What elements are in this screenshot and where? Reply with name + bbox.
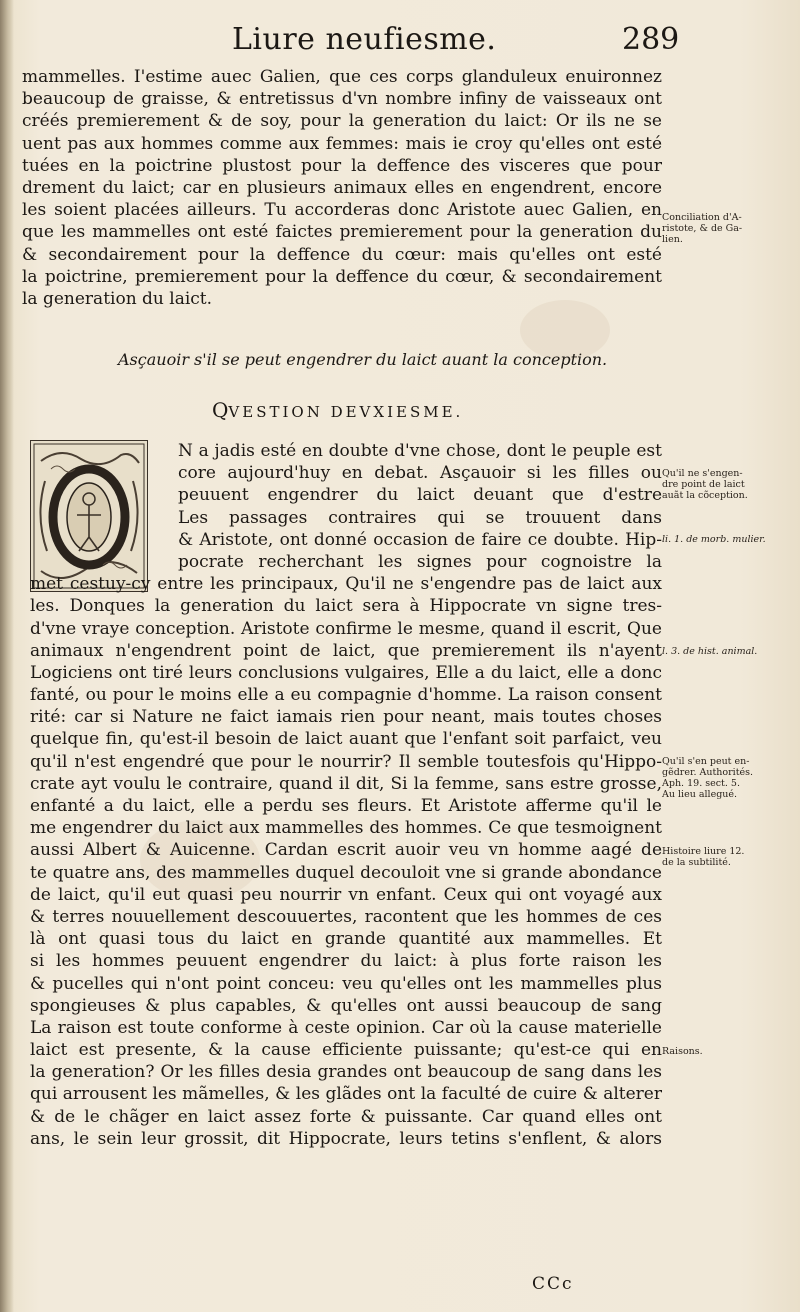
margin-note-line: Aph. 19. sect. 5. bbox=[662, 778, 740, 789]
paragraph-2 bbox=[30, 440, 662, 1150]
text-line: créés premierement & de soy, pour la generation du laict: Or ils ne se bbox=[22, 111, 662, 132]
question-heading-initial: Q bbox=[212, 398, 229, 422]
margin-note-line: Qu'il ne s'engen- bbox=[662, 468, 743, 479]
text-line: & pucelles qui n'ont point conceu: veu qu'elles ont les mammelles plus bbox=[30, 973, 662, 994]
text-line: te quatre ans, des mammelles duquel decouloit vne si grande abondance bbox=[30, 862, 662, 883]
text-line: enfanté a du laict, elle a perdu ses fleurs. Et Aristote afferme qu'il le bbox=[30, 796, 662, 816]
text-line: & secondairement pour la deffence du cœur: mais qu'elles ont esté bbox=[22, 244, 662, 265]
page-gutter-shadow bbox=[0, 0, 14, 1312]
question-heading bbox=[212, 398, 463, 422]
margin-note-line: Au lieu allegué. bbox=[662, 789, 738, 800]
text-line: d'vne vraye conception. Aristote confirme le mesme, quand il escrit, Que bbox=[30, 618, 662, 639]
text-line: mammelles. I'estime auec Galien, que ces corps glanduleux enuironnez bbox=[22, 67, 662, 87]
text-line: là ont quasi tous du laict en grande quantité aux mammelles. Et bbox=[30, 929, 662, 950]
text-line: drement du laict; car en plusieurs animaux elles en engendrent, encore bbox=[22, 177, 662, 198]
running-title: Liure neufiesme. bbox=[232, 22, 497, 57]
text-line: & Aristote, ont donné occasion de faire ce doubte. Hip- bbox=[178, 529, 662, 550]
text-line: rité: car si Nature ne faict iamais rien pour neant, mais toutes choses bbox=[30, 707, 662, 728]
text-line: animaux n'engendrent point de laict, que premierement ils n'ayent bbox=[30, 640, 662, 661]
margin-note-line: auãt la cõception. bbox=[662, 490, 748, 501]
text-line: peuuent engendrer du laict deuant que d'estre bbox=[178, 485, 662, 506]
text-line: & de le chãger en laict assez forte & puissante. Car quand elles ont bbox=[30, 1106, 662, 1127]
text-line: qui arrousent les mãmelles, & les glãdes ont la faculté de cuire & alterer bbox=[30, 1084, 662, 1105]
margin-note-line: Histoire liure 12. bbox=[662, 846, 745, 857]
text-line: & terres nouuellement descouuertes, racontent que les hommes de ces bbox=[30, 906, 662, 927]
text-line: Les passages contraires qui se trouuent dans bbox=[178, 507, 662, 528]
question-heading-rest: VESTION DEVXIESME. bbox=[228, 403, 464, 421]
margin-note-line: ristote, & de Ga- bbox=[662, 223, 743, 234]
text-line: la poictrine, premierement pour la deffence du cœur, & secondairement bbox=[22, 266, 662, 287]
text-line: met cestuy-cy entre les principaux, Qu'il ne s'engendre pas de laict aux bbox=[30, 574, 662, 595]
text-line: de laict, qu'il eut quasi peu nourrir vn enfant. Ceux qui ont voyagé aux bbox=[30, 884, 662, 905]
text-line: tuées en la poictrine plustost pour la deffence des visceres que pour bbox=[22, 155, 662, 176]
margin-note-line: gẽdrer. Authorités. bbox=[662, 767, 754, 778]
text-line: spongieuses & plus capables, & qu'elles ont aussi beaucoup de sang bbox=[30, 995, 662, 1016]
text-line: aussi Albert & Auicenne. Cardan escrit auoir veu vn homme aagé de bbox=[30, 840, 662, 861]
text-line: quelque fin, qu'est-il besoin de laict auant que l'enfant soit parfaict, veu bbox=[30, 729, 662, 750]
text-line: qu'il n'est engendré que pour le nourrir? Il semble toutesfois qu'Hippo- bbox=[30, 751, 662, 772]
margin-note-line: l. 3. de hist. animal. bbox=[662, 646, 758, 657]
text-line: si les hommes peuuent engendrer du laict: à plus forte raison les bbox=[30, 951, 662, 972]
text-line: la generation du laict. bbox=[22, 288, 213, 309]
margin-note-line: li. 1. de morb. mulier. bbox=[662, 534, 766, 545]
text-line: laict est presente, & la cause efficiente puissante; qu'est-ce qui en bbox=[30, 1040, 662, 1061]
text-line: uent pas aux hommes comme aux femmes: mais ie croy qu'elles ont esté bbox=[22, 133, 662, 154]
text-line: que les mammelles ont esté faictes premierement pour la generation du bbox=[22, 222, 662, 243]
margin-note-line: de la subtilité. bbox=[662, 857, 731, 868]
margin-note-subtilite bbox=[662, 846, 794, 868]
text-line: pocrate recherchant les signes pour cognoistre la bbox=[178, 551, 662, 572]
text-line: core aujourd'huy en debat. Asçauoir si les filles ou bbox=[178, 463, 662, 484]
text-line: fanté, ou pour le moins elle a eu compagnie d'homme. La raison consent bbox=[30, 685, 662, 706]
margin-note-hist-animal bbox=[662, 646, 794, 657]
margin-note-line: dre point de laict bbox=[662, 479, 745, 490]
text-line: beaucoup de graisse, & entretissus d'vn nombre infiny de vaisseaux ont bbox=[22, 89, 662, 110]
margin-note-conception bbox=[662, 468, 794, 501]
margin-note-raisons bbox=[662, 1046, 794, 1057]
margin-note-conciliation bbox=[662, 212, 794, 245]
margin-note-line: lien. bbox=[662, 234, 683, 245]
text-line: N a jadis esté en doubte d'vne chose, dont le peuple est bbox=[178, 441, 662, 461]
text-line: crate ayt voulu le contraire, quand il dit, Si la femme, sans estre grosse, bbox=[30, 773, 662, 794]
text-line: Logiciens ont tiré leurs conclusions vulgaires, Elle a du laict, elle a donc bbox=[30, 662, 662, 683]
margin-note-line: Raisons. bbox=[662, 1046, 703, 1057]
text-line: La raison est toute conforme à ceste opinion. Car où la cause materielle bbox=[30, 1017, 662, 1038]
margin-note-authorites bbox=[662, 756, 794, 800]
section-subtitle: Asçauoir s'il se peut engendrer du laict auant la conception. bbox=[118, 350, 608, 369]
text-line: les soient placées ailleurs. Tu accorderas donc Aristote auec Galien, en bbox=[22, 200, 662, 221]
text-line: me engendrer du laict aux mammelles des hommes. Ce que tesmoignent bbox=[30, 818, 662, 839]
margin-note-line: Qu'il s'en peut en- bbox=[662, 756, 750, 767]
catchword: CCc bbox=[532, 1274, 574, 1294]
text-line: la generation? Or les filles desia grandes ont beaucoup de sang dans les bbox=[30, 1062, 662, 1083]
margin-note-morb-mulier bbox=[662, 534, 794, 545]
text-line: les. Donques la generation du laict sera à Hippocrate vn signe tres- bbox=[30, 596, 662, 617]
paragraph-1 bbox=[22, 66, 662, 310]
page-number: 289 bbox=[622, 22, 680, 57]
margin-note-line: Conciliation d'A- bbox=[662, 212, 742, 223]
text-line: ans, le sein leur grossit, dit Hippocrate, leurs tetins s'enflent, & alors bbox=[30, 1128, 662, 1149]
